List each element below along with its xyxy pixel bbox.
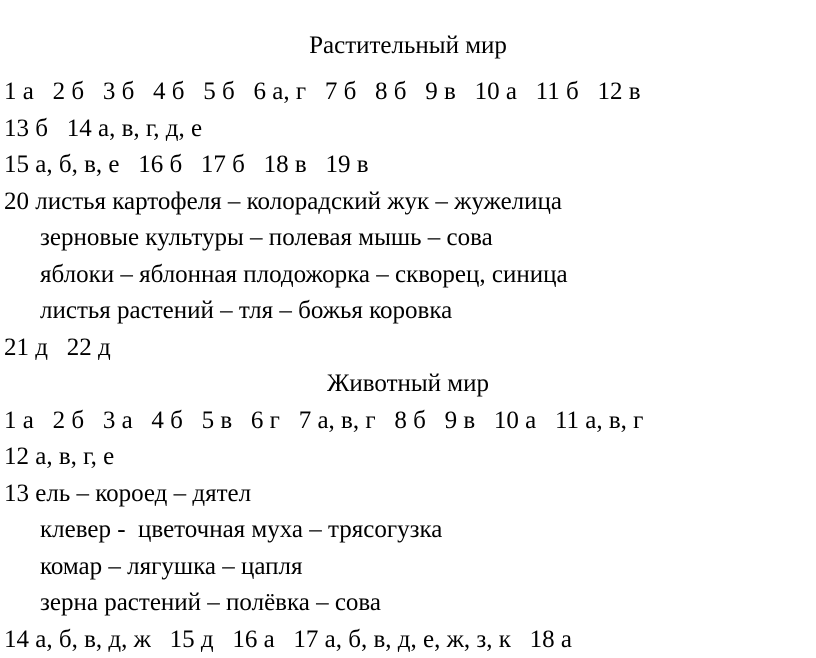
animals-food-chain-2: клевер - цветочная муха – трясогузка	[40, 516, 443, 543]
plants-answers-line-2: 13 б 14 а, в, г, д, е	[4, 115, 203, 142]
animals-section-title: Животный мир	[326, 370, 489, 397]
plants-answers-line-21-22: 21 д 22 д	[4, 334, 111, 361]
plants-food-chain-4: листья растений – тля – божья коровка	[40, 297, 453, 324]
animals-answers-line-1: 1 а 2 б 3 а 4 б 5 в 6 г 7 а, в, г 8 б 9 в 10 а 11 а, в, г	[4, 407, 644, 434]
plants-food-chain-1: 20 листья картофеля – колорадский жук – жужелица	[4, 188, 562, 215]
plants-answers-line-3: 15 а, б, в, е 16 б 17 б 18 в 19 в	[4, 151, 369, 178]
animals-food-chain-1: 13 ель – короед – дятел	[4, 480, 252, 507]
plants-food-chain-2: зерновые культуры – полевая мышь – сова	[40, 224, 493, 251]
animals-answers-line-2: 12 а, в, г, е	[4, 443, 115, 470]
plants-food-chain-3: яблоки – яблонная плодожорка – скворец, синица	[40, 261, 568, 288]
animals-answers-line-14-18: 14 а, б, в, д, ж 15 д 16 а 17 а, б, в, д, е, ж, з, к 18 а	[4, 626, 573, 653]
animals-food-chain-4: зерна растений – полёвка – сова	[40, 589, 382, 616]
plants-section-title: Растительный мир	[309, 32, 507, 59]
plants-answers-line-1: 1 а 2 б 3 б 4 б 5 б 6 а, г 7 б 8 б 9 в 10 а 11 б 12 в	[4, 78, 641, 105]
animals-food-chain-3: комар – лягушка – цапля	[40, 553, 303, 580]
